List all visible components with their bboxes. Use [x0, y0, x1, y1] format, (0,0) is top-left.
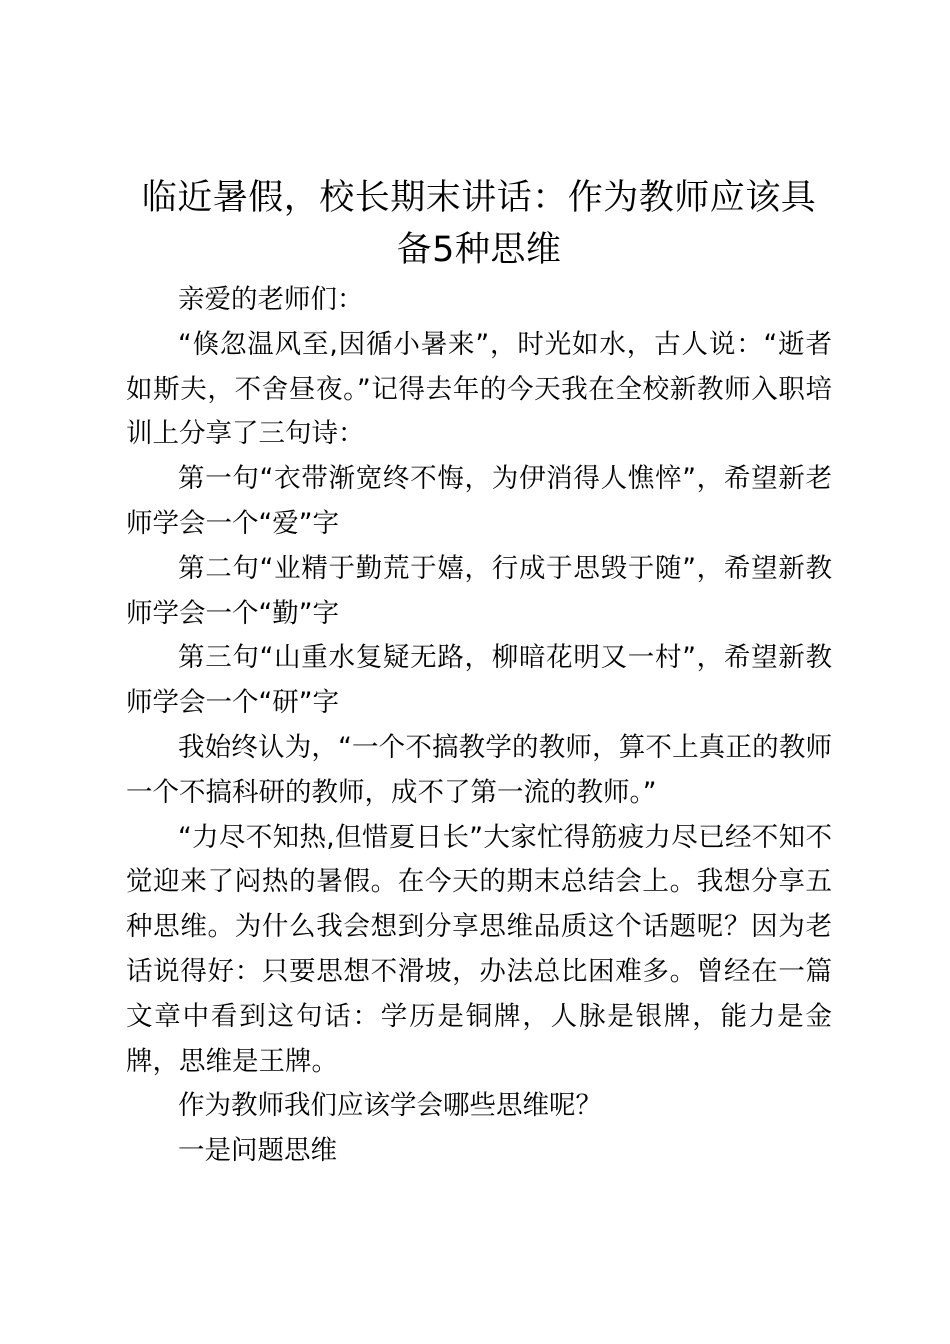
- paragraph-poem-3: 第三句“山重水复疑无路，柳暗花明又一村”，希望新教师学会一个“研”字: [126, 642, 832, 719]
- paragraph-summer: “力尽不知热,但惜夏日长”大家忙得筋疲力尽已经不知不觉迎来了闷热的暑假。在今天的期末总结会上。我想分享五种思维。为什么我会想到分享思维品质这个话题呢？因为老话说得好：只要思想不滑坡，办法总比困难多。曾经在一篇文章中看到这句话：学历是铜牌，人脉是银牌，能力是金牌，思维是王牌。: [126, 821, 832, 1077]
- paragraph-belief: 我始终认为，“一个不搞教学的教师，算不上真正的教师一个不搞科研的教师，成不了第一流的教师。”: [126, 731, 832, 808]
- paragraph-poem-2: 第二句“业精于勤荒于嬉，行成于思毁于随”，希望新教师学会一个“勤”字: [126, 552, 832, 629]
- paragraph-first-point: 一是问题思维: [178, 1135, 337, 1167]
- document-title: 临近暑假，校长期末讲话：作为教师应该具备5种思维: [141, 178, 817, 270]
- paragraph-question: 作为教师我们应该学会哪些思维呢？: [178, 1090, 602, 1122]
- paragraph-greeting: 亲爱的老师们：: [178, 284, 364, 315]
- document-body: [126, 278, 832, 1174]
- paragraph-poem-1: 第一句“衣带渐宽终不悔，为伊消得人憔悴”，希望新老师学会一个“爱”字: [126, 463, 832, 539]
- paragraph-intro: “倏忽温风至,因循小暑来”，时光如水，古人说：“逝者如斯夫，不舍昼夜。”记得去年的今天我在全校新教师入职培训上分享了三句诗：: [126, 328, 832, 450]
